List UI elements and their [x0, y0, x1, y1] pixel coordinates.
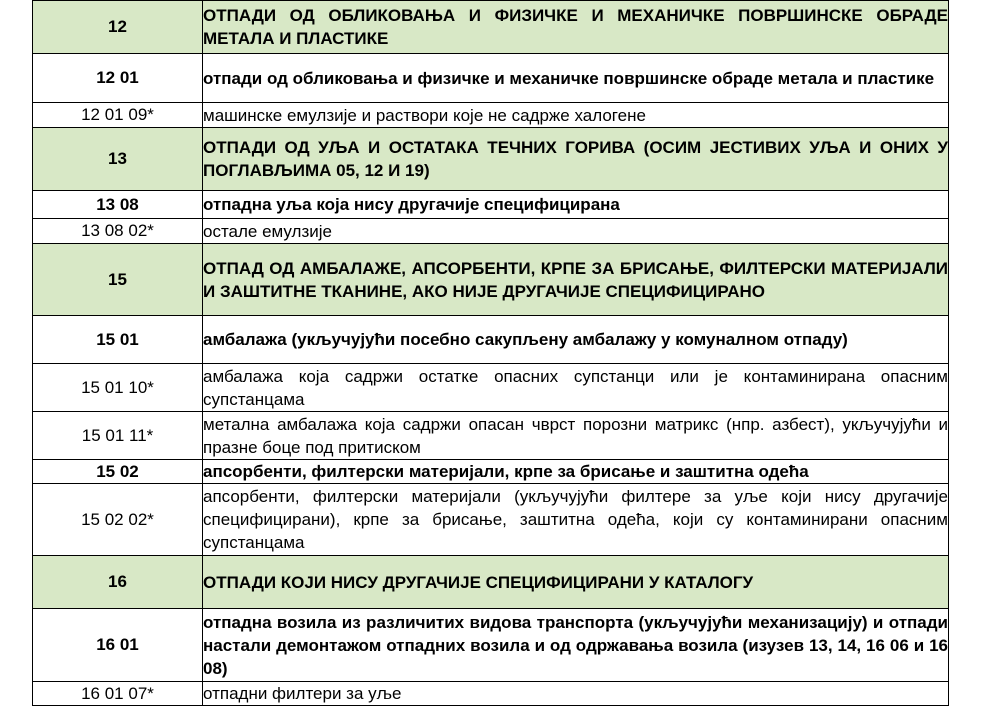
item-row	[33, 219, 949, 244]
description-cell	[203, 316, 949, 364]
subchapter-row	[33, 54, 949, 103]
description-cell	[203, 1, 949, 54]
code-cell: 15	[33, 244, 203, 316]
chapter-row	[33, 1, 949, 54]
description-text: ОТПАДИ ОД УЉА И ОСТАТАКА ТЕЧНИХ ГОРИВА (ОСИМ ЈЕСТИВИХ УЉА И ОНИХ У ПОГЛАВЉИМА 05, 12 И 19)	[203, 138, 948, 180]
description-text: отпадна уља која нису другачије специфицирана	[203, 195, 620, 214]
description-cell	[203, 219, 949, 244]
chapter-row	[33, 244, 949, 316]
description-cell	[203, 191, 949, 219]
description-cell	[203, 460, 949, 484]
code-cell: 12	[33, 1, 203, 54]
description-cell	[203, 103, 949, 128]
code-cell: 13 08	[33, 191, 203, 219]
chapter-row	[33, 556, 949, 609]
description-text: амбалажа која садржи остатке опасних супстанци или је контаминирана опасним супстанцама	[203, 366, 948, 409]
subchapter-row	[33, 609, 949, 682]
item-row	[33, 364, 949, 412]
description-text: машинске емулзије и раствори које не садрже халогене	[203, 105, 646, 125]
description-text: апсорбенти, филтерски материјали, крпе за брисање и заштитна одећа	[203, 462, 809, 481]
code-cell: 15 02 02*	[33, 484, 203, 556]
description-cell	[203, 609, 949, 682]
code-cell: 15 01 11*	[33, 412, 203, 460]
code-cell: 12 01	[33, 54, 203, 103]
description-text: метална амбалажа која садржи опасан чврст порозни матрикс (нпр. азбест), укључујући и празне боце под притиском	[203, 414, 948, 457]
subchapter-row	[33, 316, 949, 364]
description-text: ОТПАДИ КОЈИ НИСУ ДРУГАЧИЈЕ СПЕЦИФИЦИРАНИ У КАТАЛОГУ	[203, 572, 754, 592]
description-cell	[203, 412, 949, 460]
code-cell: 15 01 10*	[33, 364, 203, 412]
description-cell	[203, 128, 949, 191]
description-cell	[203, 364, 949, 412]
waste-catalog-table	[32, 0, 949, 706]
description-cell	[203, 682, 949, 706]
description-text: апсорбенти, филтерски материјали (укључујући филтере за уље који нису другачије специфицирани), крпе за брисање, заштитна одећа, који су контаминирани опасним супстанцама	[203, 487, 948, 552]
description-text: остале емулзије	[203, 221, 333, 241]
description-cell	[203, 484, 949, 556]
description-text: амбалажа (укључујући посебно сакупљену амбалажу у комуналном отпаду)	[203, 330, 848, 349]
description-cell	[203, 54, 949, 103]
item-row	[33, 682, 949, 706]
description-cell	[203, 244, 949, 316]
description-text: отпадни филтери за уље	[203, 684, 402, 703]
chapter-row	[33, 128, 949, 191]
description-text: отпадна возила из различитих видова транспорта (укључујући механизацију) и отпади настали демонтажом отпадних возила и од одржавања возила (изузев 13, 14, 16 06 и 16 08)	[203, 612, 948, 678]
code-cell: 16 01 07*	[33, 682, 203, 706]
description-text: отпади од обликовања и физичке и механичке површинске обраде метала и пластике	[203, 68, 935, 88]
code-cell: 16 01	[33, 609, 203, 682]
item-row	[33, 484, 949, 556]
item-row	[33, 103, 949, 128]
description-cell	[203, 556, 949, 609]
item-row	[33, 412, 949, 460]
subchapter-row	[33, 460, 949, 484]
code-cell: 13 08 02*	[33, 219, 203, 244]
description-text: ОТПАД ОД АМБАЛАЖЕ, АПСОРБЕНТИ, КРПЕ ЗА БРИСАЊЕ, ФИЛТЕРСКИ МАТЕРИЈАЛИ И ЗАШТИТНЕ ТКАНИНЕ, АКО НИЈЕ ДРУГАЧИЈЕ СПЕЦИФИЦИРАНО	[203, 258, 948, 301]
code-cell: 15 01	[33, 316, 203, 364]
subchapter-row	[33, 191, 949, 219]
code-cell: 12 01 09*	[33, 103, 203, 128]
code-cell: 16	[33, 556, 203, 609]
code-cell: 13	[33, 128, 203, 191]
description-text: ОТПАДИ ОД ОБЛИКОВАЊА И ФИЗИЧКЕ И МЕХАНИЧКЕ ПОВРШИНСКЕ ОБРАДЕ МЕТАЛА И ПЛАСТИКЕ	[203, 6, 948, 48]
code-cell: 15 02	[33, 460, 203, 484]
